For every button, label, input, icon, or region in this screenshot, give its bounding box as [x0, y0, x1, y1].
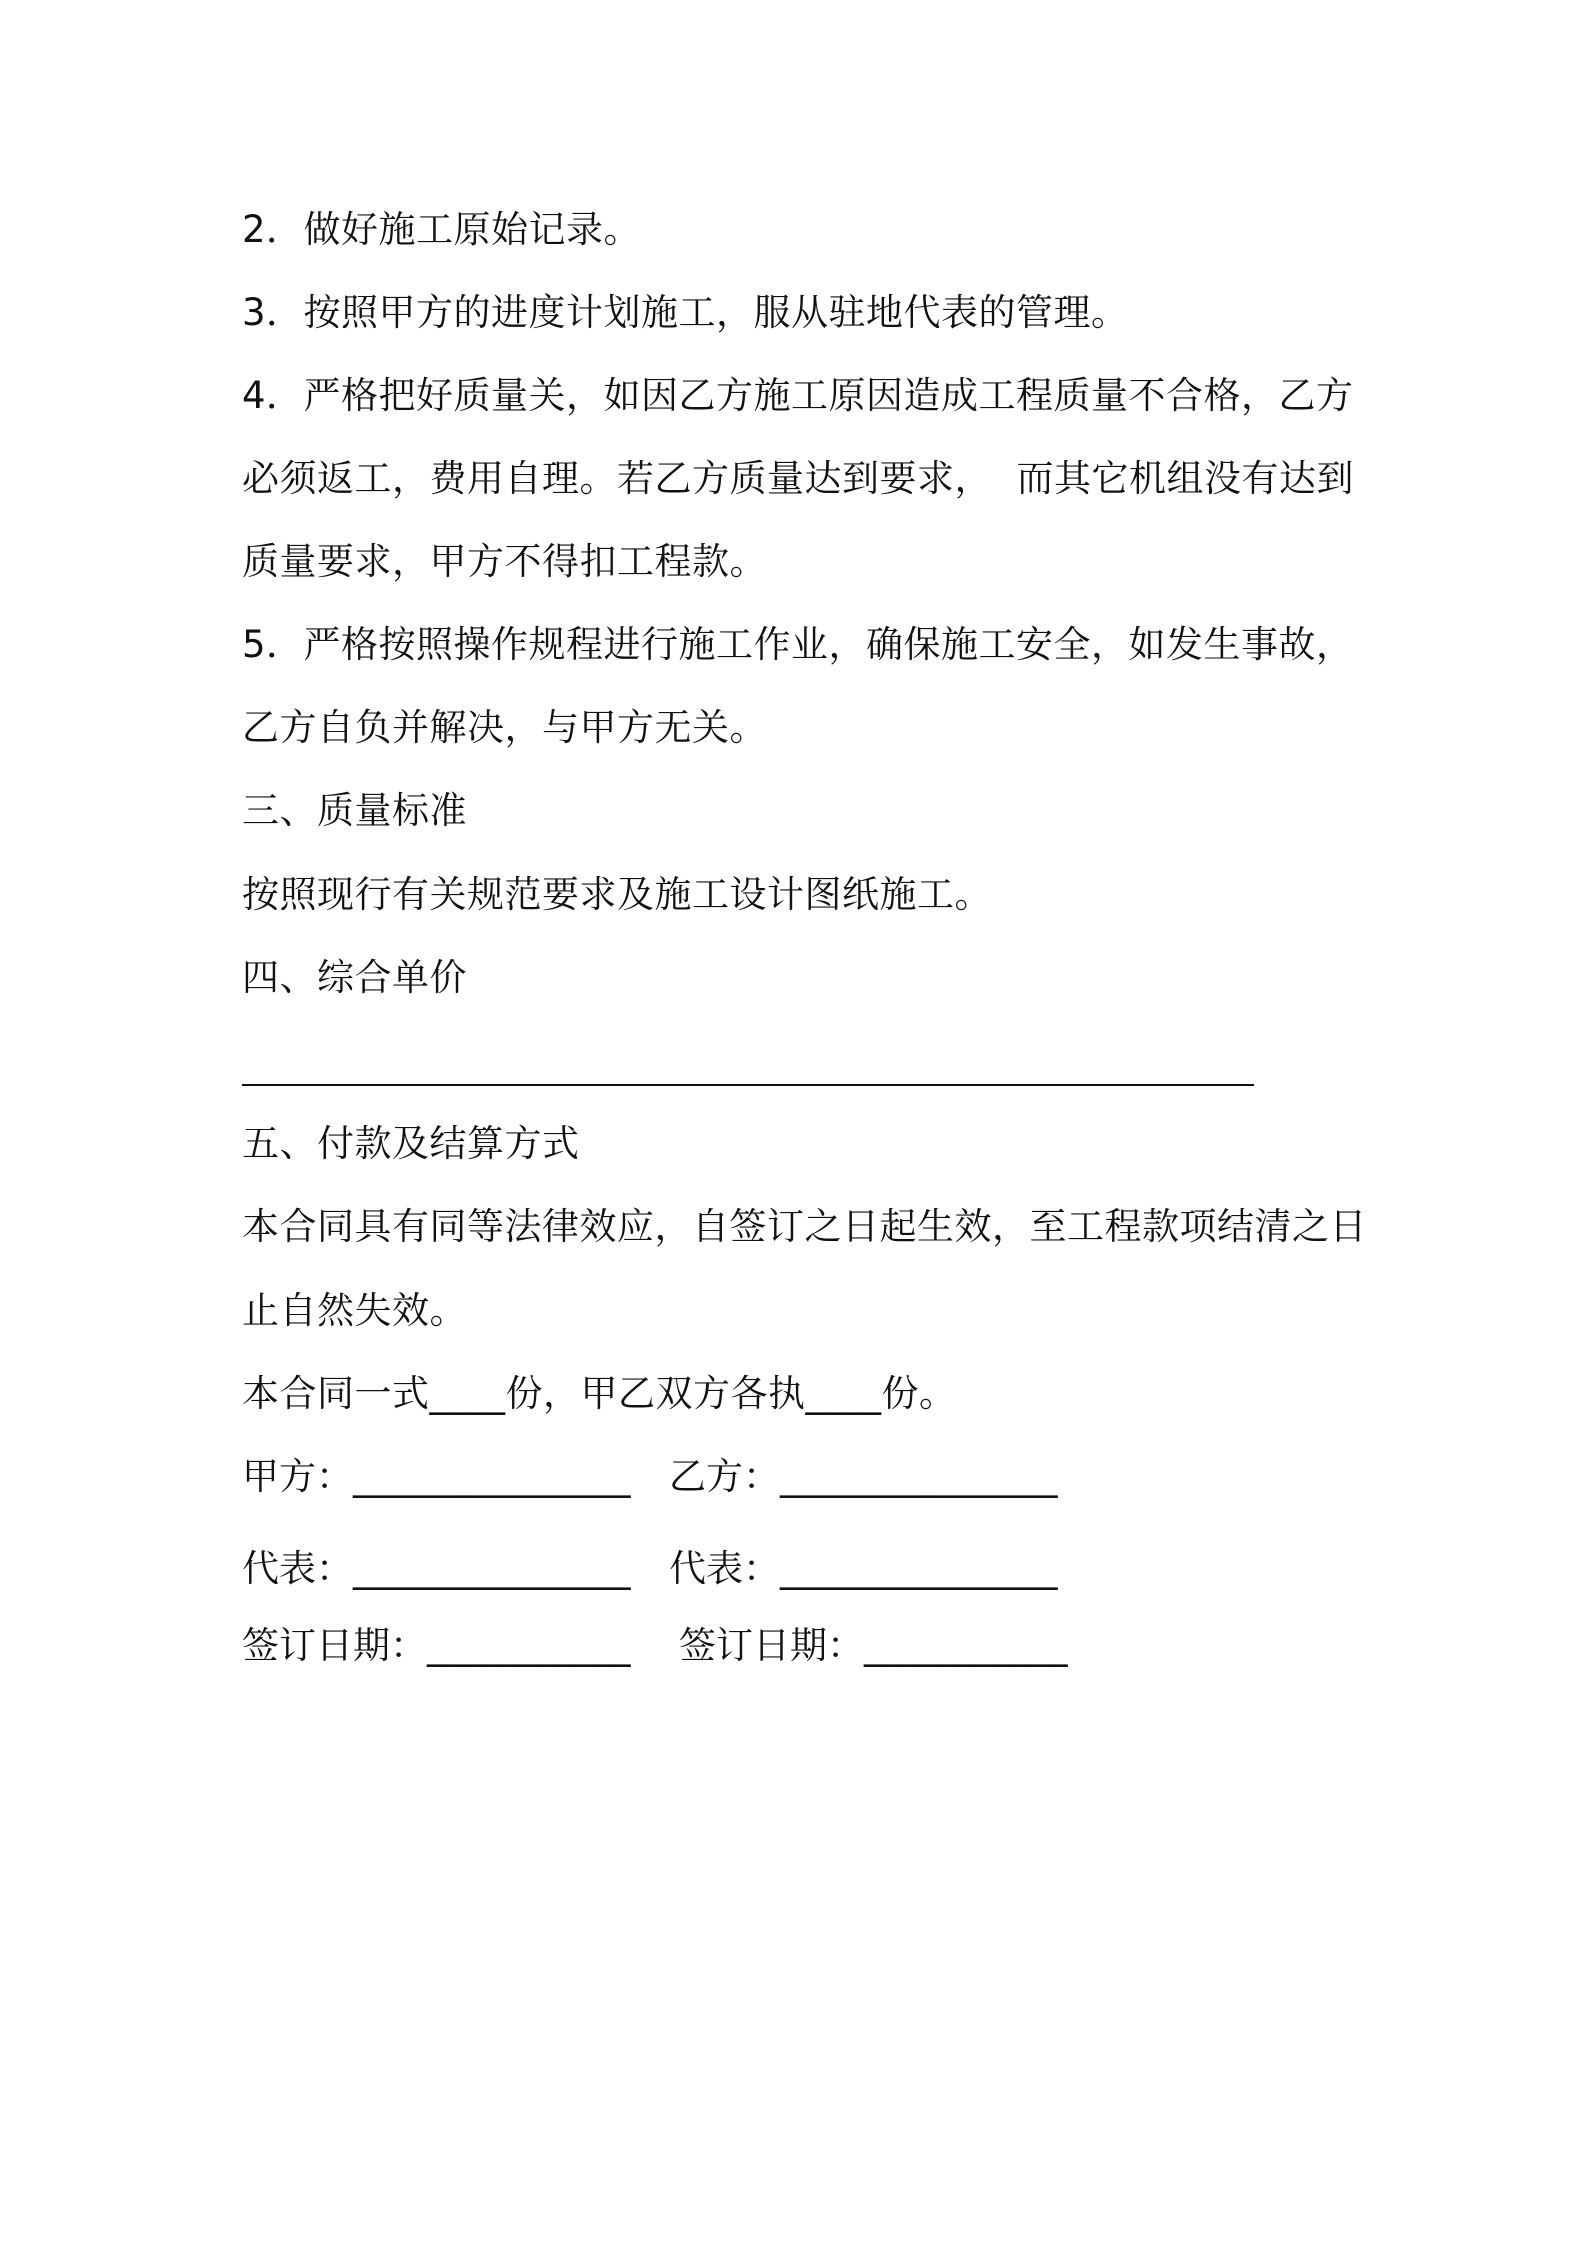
- validity-line-1: 本合同具有同等法律效应，自签订之日起生效，至工程款项结清之日: [242, 1205, 1367, 1248]
- copies-line: 本合同一式____份，甲乙双方各执____份。: [242, 1372, 957, 1415]
- section-5-heading: 五、付款及结算方式: [242, 1122, 580, 1165]
- clause-4-line-1: 4．严格把好质量关，如因乙方施工原因造成工程质量不合格，乙方: [242, 374, 1354, 417]
- signing-date-b: 签订日期：___________: [679, 1624, 1068, 1667]
- unit-price-blank-line: [242, 1084, 1254, 1086]
- clause-3: 3．按照甲方的进度计划施工，服从驻地代表的管理。: [242, 291, 1129, 334]
- validity-line-2: 止自然失效。: [242, 1289, 467, 1332]
- clause-5-line-1: 5．严格按照操作规程进行施工作业，确保施工安全，如发生事故，: [242, 623, 1354, 666]
- clause-2: 2．做好施工原始记录。: [242, 208, 642, 251]
- party-a-signature: 甲方：_______________: [242, 1455, 631, 1498]
- representative-b-signature: 代表：_______________: [669, 1547, 1058, 1590]
- section-4-heading: 四、综合单价: [242, 956, 467, 999]
- clause-4-line-2: 必须返工，费用自理。若乙方质量达到要求， 而其它机组没有达到: [242, 457, 1355, 500]
- section-3-body: 按照现行有关规范要求及施工设计图纸施工。: [242, 873, 992, 916]
- section-3-heading: 三、质量标准: [242, 789, 467, 832]
- signing-date-a: 签订日期：___________: [242, 1624, 631, 1667]
- representative-a-signature: 代表：_______________: [242, 1547, 631, 1590]
- clause-4-line-3: 质量要求，甲方不得扣工程款。: [242, 540, 767, 583]
- party-b-signature: 乙方：_______________: [669, 1455, 1058, 1498]
- signature-row-date: [242, 1623, 1068, 1807]
- clause-5-line-2: 乙方自负并解决，与甲方无关。: [242, 706, 767, 749]
